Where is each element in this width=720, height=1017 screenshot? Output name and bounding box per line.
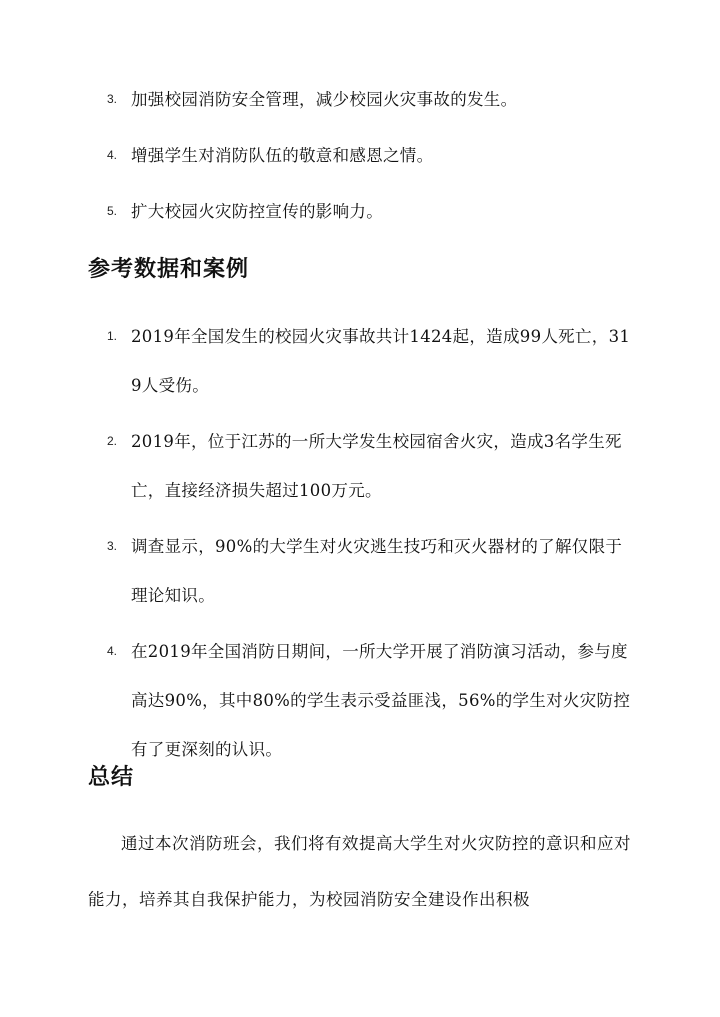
summary-paragraph: 通过本次消防班会，我们将有效提高大学生对火灾防控的意识和应对能力，培养其自我保护能力，为校园消防安全建设作出积极 xyxy=(88,834,631,909)
section-heading-summary: 总结 xyxy=(88,764,135,790)
list-item xyxy=(0,131,720,180)
list-text: 调查显示，90%的大学生对火灾逃生技巧和灭火器材的了解仅限于理论知识。 xyxy=(131,537,623,605)
list-text: 加强校园消防安全管理，减少校园火灾事故的发生。 xyxy=(131,90,518,109)
list-number: 5. xyxy=(107,204,118,218)
list-item xyxy=(0,187,720,236)
list-text: 增强学生对消防队伍的敬意和感恩之情。 xyxy=(131,146,434,165)
list-text: 2019年全国发生的校园火灾事故共计1424起，造成99人死亡，319人受伤。 xyxy=(131,327,631,395)
list-item xyxy=(0,522,720,620)
section-heading-references: 参考数据和案例 xyxy=(88,256,250,282)
list-number: 4. xyxy=(107,148,118,162)
list-number: 3. xyxy=(107,92,118,106)
list-number: 3. xyxy=(107,539,118,553)
list-number: 2. xyxy=(107,434,118,448)
list-text: 在2019年全国消防日期间，一所大学开展了消防演习活动，参与度高达90%，其中80%的学生表示受益匪浅，56%的学生对火灾防控有了更深刻的认识。 xyxy=(131,642,631,759)
list-item xyxy=(0,312,720,410)
list-item xyxy=(0,75,720,124)
list-text: 2019年，位于江苏的一所大学发生校园宿舍火灾，造成3名学生死亡，直接经济损失超过100万元。 xyxy=(131,432,622,500)
list-number: 4. xyxy=(107,644,118,658)
list-number: 1. xyxy=(107,329,118,343)
list-item xyxy=(0,627,720,774)
list-item xyxy=(0,417,720,515)
list-text: 扩大校园火灾防控宣传的影响力。 xyxy=(131,202,383,221)
references-list xyxy=(0,312,720,781)
goals-list xyxy=(0,75,720,243)
